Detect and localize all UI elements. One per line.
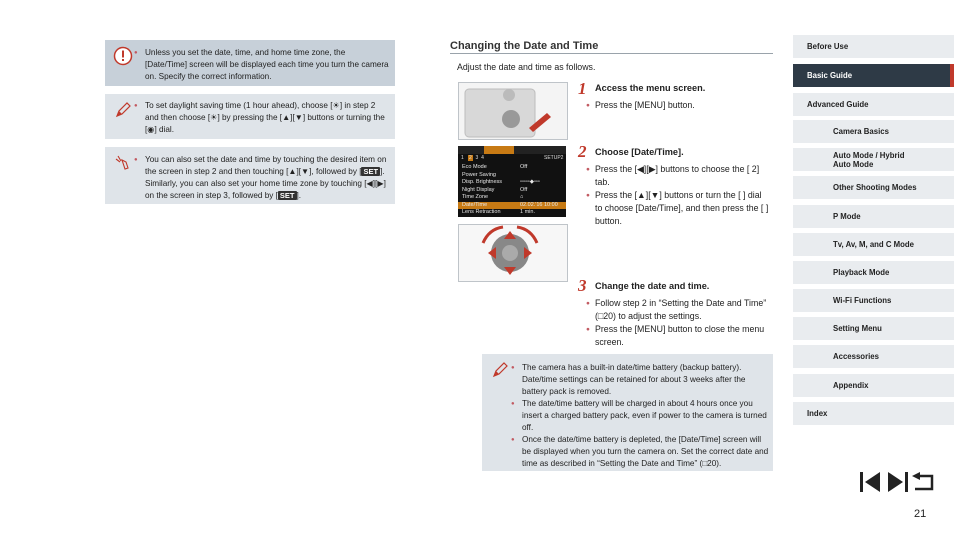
nav-auto-mode[interactable]: Auto Mode / Hybrid Auto Mode <box>793 148 954 171</box>
tip-text: ● To set daylight saving time (1 hour ahead), choose [☀] in step 2 and then choose [☀] by pressing the [▲][▼] buttons or turning the [◉] dial. <box>134 100 389 136</box>
nav-basic-guide[interactable]: Basic Guide <box>793 64 954 87</box>
touch-text: ● You can also set the date and time by touching the desired item on the screen in step 2 and then touching [▲][▼], followed by [ SET ]. Similarly, you can also set your home time zone by touching [◀][▶] on the screen in step 3, followed by [ SET ]. <box>134 154 389 202</box>
nav-other-shooting-modes[interactable]: Other Shooting Modes <box>793 176 954 199</box>
pencil-icon <box>490 360 510 380</box>
step-3-item: ● Press the [MENU] button to close the menu screen. <box>586 323 771 349</box>
warning-icon <box>113 46 133 66</box>
camera-illustration <box>459 83 567 139</box>
warning-text: ● Unless you set the date, time, and home time zone, the [Date/Time] screen will be displayed each time you turn the camera on. Specify the correct information. <box>134 47 389 83</box>
step-3-title: Change the date and time. <box>595 281 710 291</box>
battery-note-item: ● The camera has a built-in date/time battery (backup battery). Date/time settings can be retained for about 3 weeks after the battery pack is removed. <box>511 362 769 398</box>
step-3-item: ● Follow step 2 in “Setting the Date and Time” (□20) to adjust the settings. <box>586 297 771 323</box>
step-2-title: Choose [Date/Time]. <box>595 147 684 157</box>
page-number: 21 <box>914 508 927 520</box>
step-2-number: 2 <box>578 142 587 161</box>
step-2-item: ● Press the [▲][▼] buttons or turn the [ ] dial to choose [Date/Time], and then press the [ ] button. <box>586 189 771 228</box>
nav-advanced-guide[interactable]: Advanced Guide <box>793 93 954 116</box>
step-1-number: 1 <box>578 79 587 98</box>
step-3-number: 3 <box>578 276 587 295</box>
nav-wifi-functions[interactable]: Wi-Fi Functions <box>793 289 954 312</box>
control-dial-photo <box>458 224 568 282</box>
tip-note <box>105 94 395 139</box>
set-button-icon: SET <box>279 191 295 200</box>
section-title: Changing the Date and Time <box>450 40 773 54</box>
nav-p-mode[interactable]: P Mode <box>793 205 954 228</box>
battery-note-item: ● The date/time battery will be charged in about 4 hours once you insert a charged battery pack, even if power to the camera is turned off. <box>511 398 769 434</box>
lcd-tab-label: SETUP2 <box>544 155 564 161</box>
nav-setting-menu[interactable]: Setting Menu <box>793 317 954 340</box>
battery-note <box>482 354 773 471</box>
lcd-tab-numbers: 1 2 3 4 <box>461 155 484 161</box>
touch-icon <box>113 153 133 173</box>
brightness-slider: ▫▫▫▫▫◆▫▫▫ <box>520 179 540 185</box>
battery-note-item: ● Once the date/time battery is depleted, the [Date/Time] screen will be displayed when you turn the camera on. Set the correct date and time as described in “Setting the Date and Time” (□20). <box>511 434 769 470</box>
daylight-icon: ☀ <box>210 113 218 122</box>
nav-tv-av-m-c-mode[interactable]: Tv, Av, M, and C Mode <box>793 233 954 256</box>
dial-illustration <box>459 225 567 281</box>
warning-note <box>105 40 395 86</box>
prev-page-icon[interactable] <box>860 472 882 492</box>
control-dial-icon: ◉ <box>147 125 155 134</box>
step-2-item: ● Press the [◀][▶] buttons to choose the [ 2] tab. <box>586 163 771 189</box>
setup-tab <box>484 146 514 154</box>
nav-camera-basics[interactable]: Camera Basics <box>793 120 954 143</box>
touch-note <box>105 147 395 204</box>
date-time-row: Date/Time 02.02.'16 10:00 <box>458 202 566 210</box>
set-button-icon: SET <box>363 167 379 176</box>
return-icon[interactable] <box>912 472 934 492</box>
pencil-icon <box>113 100 133 120</box>
nav-index[interactable]: Index <box>793 402 954 425</box>
step-1-title: Access the menu screen. <box>595 83 706 93</box>
camera-back-photo <box>458 82 568 140</box>
next-page-icon[interactable] <box>886 472 908 492</box>
step-1-item: ● Press the [MENU] button. <box>586 99 771 112</box>
daylight-saving-icon: ☀ <box>332 101 340 110</box>
menu-screen: 1 2 3 4 SETUP2 Eco Mode Off Power Saving Disp. Brightness ▫▫▫▫▫◆▫▫▫ Night Display Off Time Zone ⌂ Date/Time 02.02.'16 10:00 Lens Retraction 1 min. <box>458 146 566 217</box>
nav-appendix[interactable]: Appendix <box>793 374 954 397</box>
nav-playback-mode[interactable]: Playback Mode <box>793 261 954 284</box>
nav-accessories[interactable]: Accessories <box>793 345 954 368</box>
section-intro: Adjust the date and time as follows. <box>457 62 596 72</box>
nav-before-use[interactable]: Before Use <box>793 35 954 58</box>
